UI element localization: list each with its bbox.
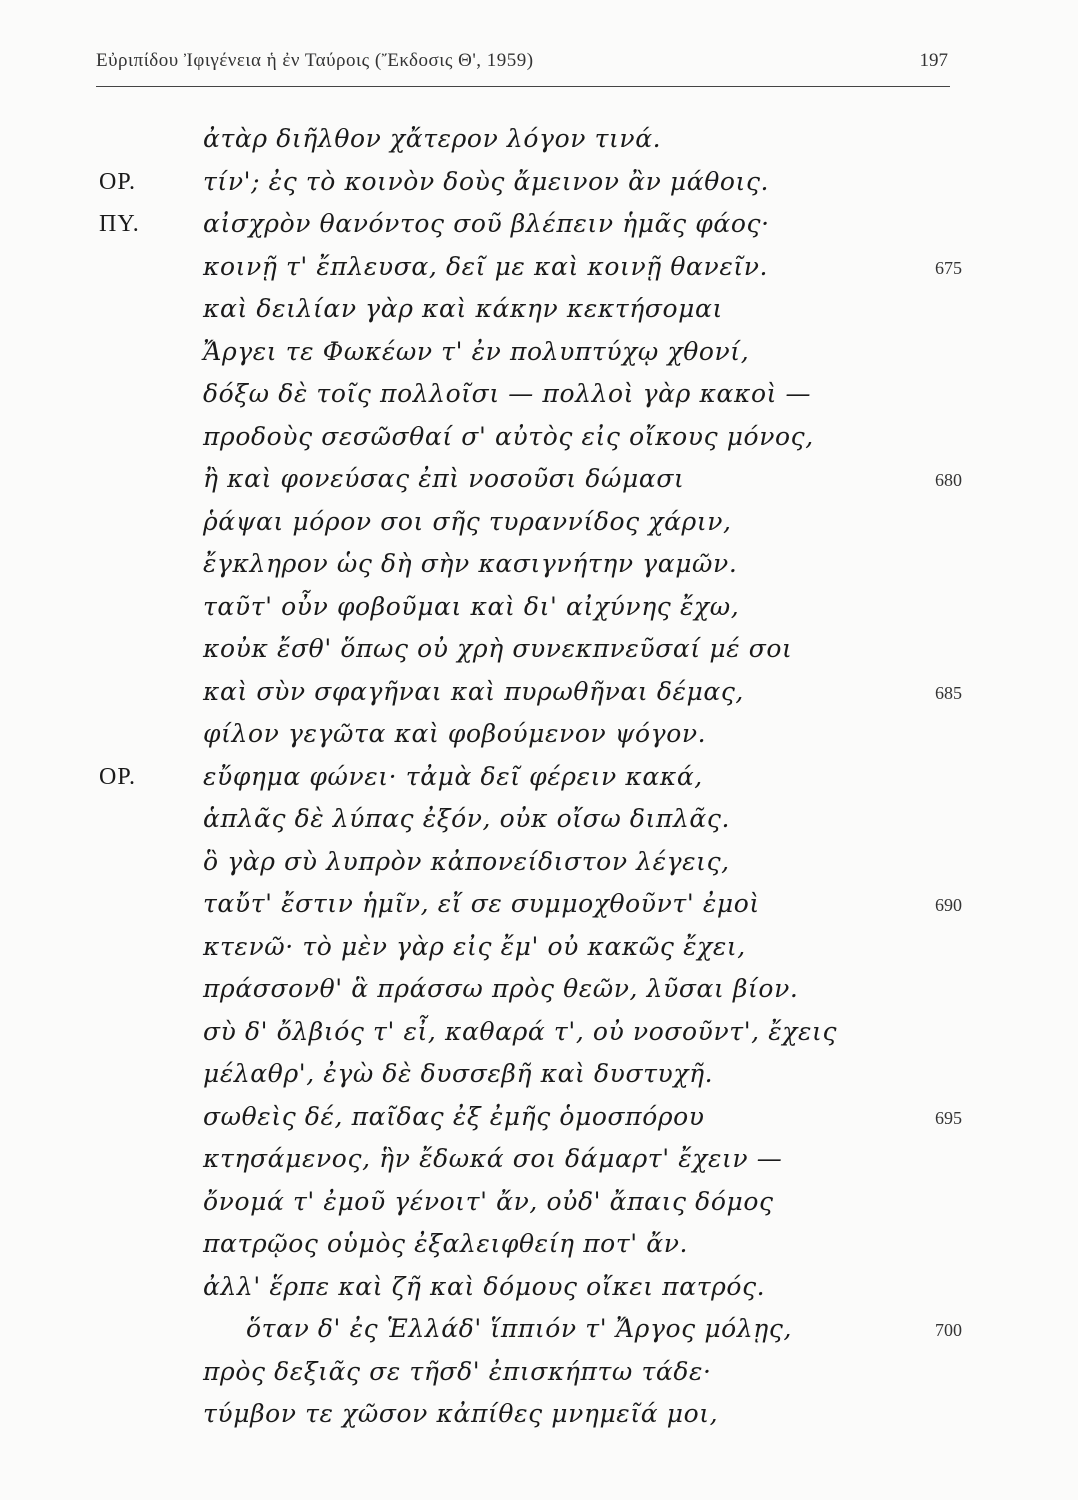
verse-text-line: κτησάμενος, ἣν ἔδωκά σοι δάμαρτ' ἔχειν — xyxy=(203,1144,783,1173)
verse-text-line: πατρῷος οὑμὸς ἐξαλειφθείη ποτ' ἄν. xyxy=(203,1229,689,1258)
line-number: 690 xyxy=(935,895,962,915)
verse-line xyxy=(0,719,1078,762)
verse-line xyxy=(0,1314,1078,1357)
verse-line xyxy=(0,889,1078,932)
verse-line xyxy=(0,634,1078,677)
verse-text xyxy=(0,124,1078,1442)
verse-line xyxy=(0,932,1078,975)
verse-line xyxy=(0,762,1078,805)
verse-text-line: φίλον γεγῶτα καὶ φοβούμενον ψόγον. xyxy=(203,719,707,748)
line-number: 675 xyxy=(935,257,962,278)
verse-line xyxy=(0,677,1078,720)
speaker-label: ΟΡ. xyxy=(99,168,137,195)
verse-text-line: κοινῇ τ' ἔπλευσα, δεῖ με καὶ κοινῇ θανεῖν. xyxy=(203,251,769,281)
verse-text-line: σωθεὶς δέ, παῖδας ἐξ ἐμῆς ὁμοσπόρου xyxy=(203,1101,705,1131)
verse-text-line: ὅταν δ' ἐς Ἑλλάδ' ἵππιόν τ' Ἄργος μόλῃς, xyxy=(246,1314,792,1343)
verse-line xyxy=(0,1102,1078,1145)
verse-text-line: κτενῶ· τὸ μὲν γὰρ εἰς ἔμ' οὐ κακῶς ἔχει, xyxy=(203,931,746,961)
verse-line xyxy=(0,337,1078,380)
verse-line xyxy=(0,804,1078,847)
running-header xyxy=(96,48,950,87)
verse-text-line: πρὸς δεξιᾶς σε τῆσδ' ἐπισκήπτω τάδε· xyxy=(203,1356,712,1386)
verse-text-line: καὶ δειλίαν γὰρ καὶ κάκην κεκτήσομαι xyxy=(203,294,723,323)
verse-text-line: κοὐκ ἔσθ' ὅπως οὐ χρὴ συνεκπνεῦσαί μέ σοι xyxy=(203,634,793,663)
verse-line xyxy=(0,974,1078,1017)
verse-line xyxy=(0,1187,1078,1230)
verse-text-line: ἔγκληρον ὡς δὴ σὴν κασιγνήτην γαμῶν. xyxy=(203,549,738,578)
verse-line xyxy=(0,507,1078,550)
verse-text-line: ῥάψαι μόρον σοι σῆς τυραννίδος χάριν, xyxy=(203,506,732,536)
verse-text-line: δόξω δὲ τοῖς πολλοῖσι — πολλοὶ γὰρ κακοὶ — xyxy=(203,379,812,408)
speaker-label: ΟΡ. xyxy=(99,763,137,790)
verse-text-line: Ἄργει τε Φωκέων τ' ἐν πολυπτύχῳ χθονί, xyxy=(203,336,750,366)
verse-line xyxy=(0,294,1078,337)
verse-text-line: τύμβον τε χῶσον κἀπίθες μνημεῖά μοι, xyxy=(203,1399,719,1428)
verse-line xyxy=(0,1357,1078,1400)
verse-line xyxy=(0,1059,1078,1102)
verse-line xyxy=(0,252,1078,295)
verse-text-line: πράσσονθ' ἃ πράσσω πρὸς θεῶν, λῦσαι βίον. xyxy=(203,974,799,1003)
verse-text-line: εὔφημα φώνει· τἀμὰ δεῖ φέρειν κακά, xyxy=(203,761,703,791)
verse-line xyxy=(0,422,1078,465)
verse-line xyxy=(0,379,1078,422)
verse-text-line: ταὔτ' ἔστιν ἡμῖν, εἴ σε συμμοχθοῦντ' ἐμοὶ xyxy=(203,889,760,918)
verse-line xyxy=(0,1229,1078,1272)
verse-line xyxy=(0,1399,1078,1442)
verse-text-line: αἰσχρὸν θανόντος σοῦ βλέπειν ἡμᾶς φάος· xyxy=(203,209,770,238)
verse-text-line: μέλαθρ', ἐγὼ δὲ δυσσεβῆ καὶ δυστυχῆ. xyxy=(203,1059,714,1088)
verse-line xyxy=(0,209,1078,252)
verse-line xyxy=(0,124,1078,167)
verse-line xyxy=(0,464,1078,507)
line-number: 695 xyxy=(935,1107,962,1128)
verse-text-line: προδοὺς σεσῶσθαί σ' αὐτὸς εἰς οἴκους μόνος, xyxy=(203,421,814,451)
verse-line xyxy=(0,1144,1078,1187)
verse-line xyxy=(0,549,1078,592)
verse-text-line: σὺ δ' ὄλβιός τ' εἶ, καθαρά τ', οὐ νοσοῦντ', ἔχεις xyxy=(203,1016,838,1046)
verse-line xyxy=(0,167,1078,210)
line-number: 685 xyxy=(935,682,962,703)
verse-text-line: ἀλλ' ἕρπε καὶ ζῆ καὶ δόμους οἴκει πατρός. xyxy=(203,1271,766,1301)
verse-text-line: ταῦτ' οὖν φοβοῦμαι καὶ δι' αἰχύνης ἔχω, xyxy=(203,591,740,621)
verse-line xyxy=(0,592,1078,635)
verse-text-line: ὃ γὰρ σὺ λυπρὸν κἀπονείδιστον λέγεις, xyxy=(203,846,730,876)
verse-line xyxy=(0,1272,1078,1315)
verse-text-line: ὄνομά τ' ἐμοῦ γένοιτ' ἄν, οὐδ' ἄπαις δόμος xyxy=(203,1186,774,1216)
verse-text-line: ἀτὰρ διῆλθον χἄτερον λόγον τινά. xyxy=(203,124,662,153)
verse-text-line: ἢ καὶ φονεύσας ἐπὶ νοσοῦσι δώμασι xyxy=(203,464,685,493)
verse-text-line: τίν'; ἐς τὸ κοινὸν δοὺς ἄμεινον ἂν μάθοις. xyxy=(203,166,770,196)
line-number: 680 xyxy=(935,470,962,490)
header-title: Εὐριπίδου Ἰφιγένεια ἡ ἐν Ταύροις (Ἔκδοσις Θ', 1959) xyxy=(96,50,534,71)
line-number: 700 xyxy=(935,1320,962,1340)
verse-line xyxy=(0,847,1078,890)
verse-text-line: ἁπλᾶς δὲ λύπας ἐξόν, οὐκ οἴσω διπλᾶς. xyxy=(203,804,731,833)
page-number: 197 xyxy=(919,50,948,71)
verse-line xyxy=(0,1017,1078,1060)
speaker-label: ΠΥ. xyxy=(99,211,140,237)
verse-text-line: καὶ σὺν σφαγῆναι καὶ πυρωθῆναι δέμας, xyxy=(203,676,744,706)
